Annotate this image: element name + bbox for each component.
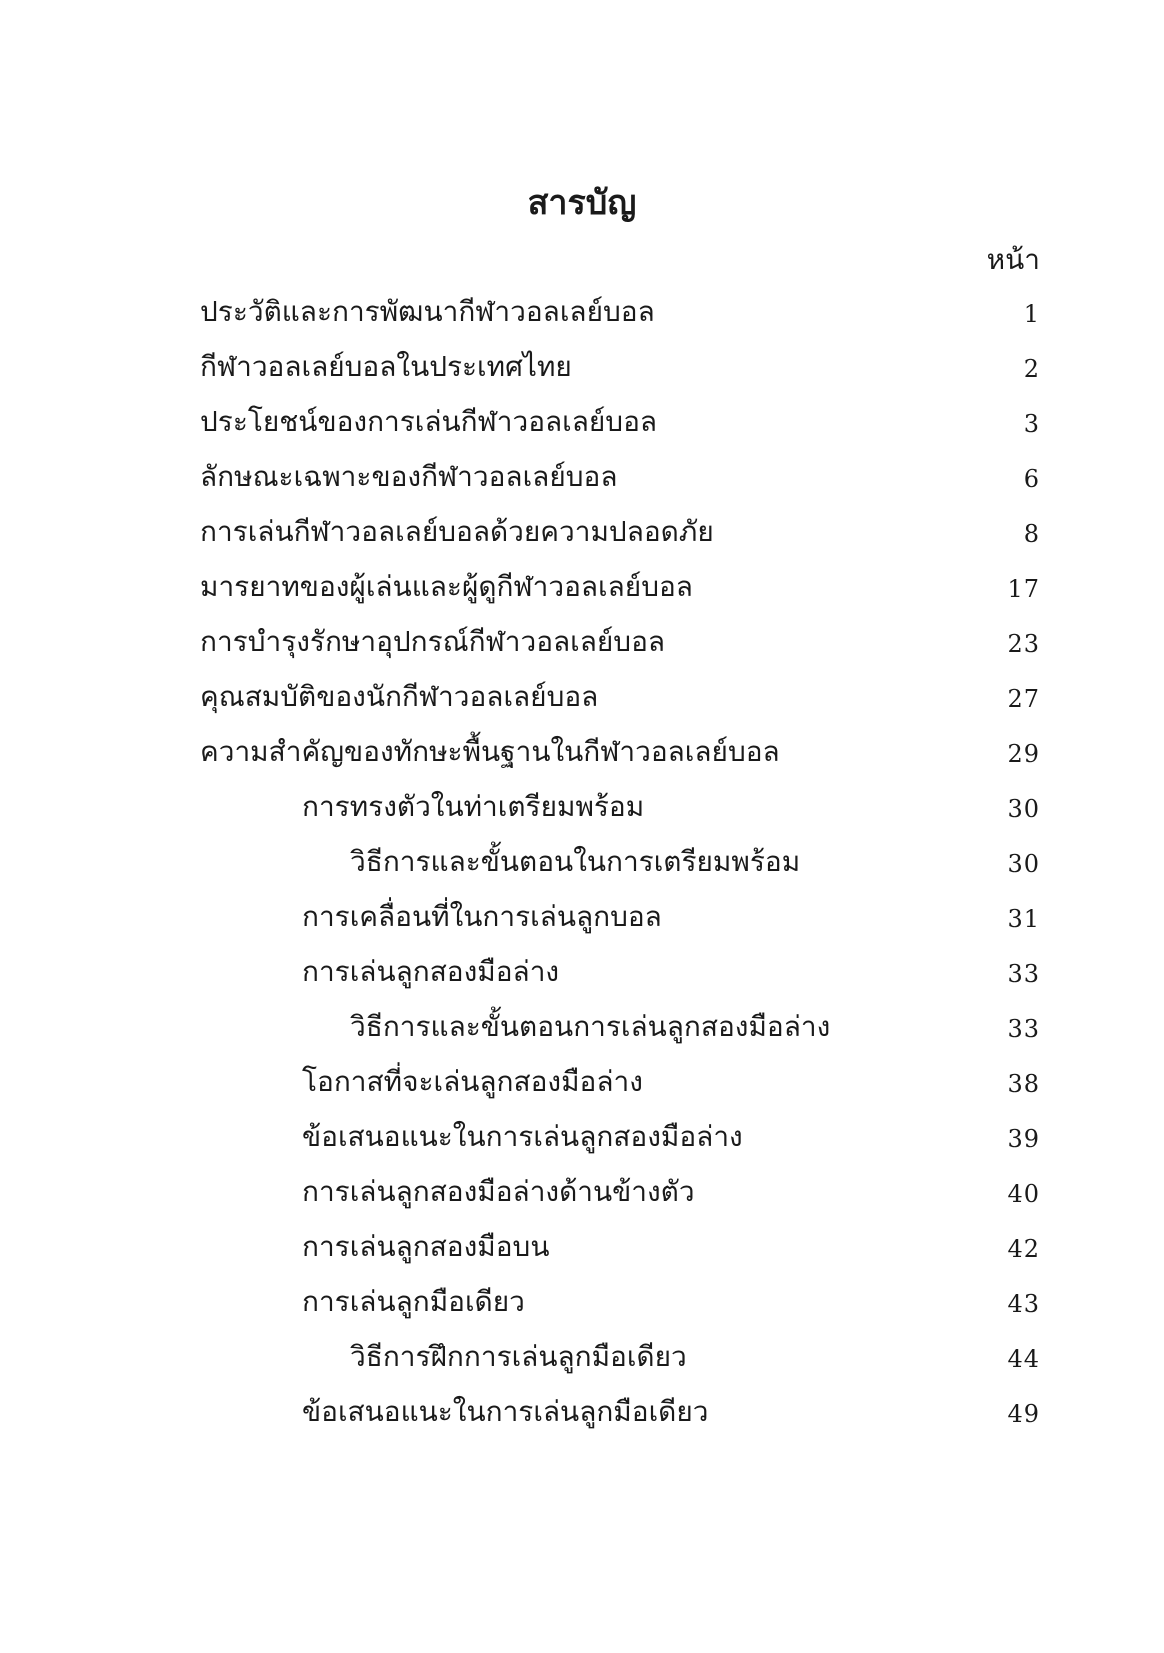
page-column-header: หน้า xyxy=(986,243,1040,276)
toc-entry-page-number: 3 xyxy=(1023,410,1040,438)
toc-entry-title: วิธีการและขั้นตอนในการเตรียมพร้อม xyxy=(350,845,801,878)
toc-entry-title: การเล่นลูกสองมือล่างด้านข้างตัว xyxy=(302,1175,695,1208)
toc-entry-title: ข้อเสนอแนะในการเล่นลูกสองมือล่าง xyxy=(302,1120,743,1153)
toc-entry-title: วิธีการและขั้นตอนการเล่นลูกสองมือล่าง xyxy=(350,1010,831,1043)
toc-entry-title: วิธีการฝึกการเล่นลูกมือเดียว xyxy=(350,1340,687,1373)
page-title: สารบัญ xyxy=(527,183,637,223)
toc-entry xyxy=(0,1337,1164,1392)
toc-entry xyxy=(0,292,1164,347)
toc-entry-title: ประวัติและการพัฒนากีฬาวอลเลย์บอล xyxy=(200,295,655,328)
toc-entry-title: คุณสมบัติของนักกีฬาวอลเลย์บอล xyxy=(200,680,599,713)
toc-entry xyxy=(0,1117,1164,1172)
toc-entry-title: การเล่นลูกสองมือบน xyxy=(302,1230,550,1263)
toc-entry-page-number: 42 xyxy=(1007,1235,1040,1263)
toc-entry xyxy=(0,1172,1164,1227)
toc-entry-page-number: 33 xyxy=(1007,1015,1040,1043)
toc-entry-page-number: 44 xyxy=(1007,1345,1040,1373)
toc-entry-page-number: 23 xyxy=(1007,630,1040,658)
toc-entry xyxy=(0,1062,1164,1117)
toc-entry-page-number: 29 xyxy=(1007,740,1040,768)
toc-entry-page-number: 17 xyxy=(1007,575,1040,603)
toc-entry-page-number: 39 xyxy=(1007,1125,1040,1153)
toc-entry xyxy=(0,677,1164,732)
toc-entry xyxy=(0,622,1164,677)
toc-entry xyxy=(0,1227,1164,1282)
toc-entry-page-number: 31 xyxy=(1007,905,1040,933)
toc-entry xyxy=(0,402,1164,457)
toc-entry-page-number: 38 xyxy=(1007,1070,1040,1098)
toc-entry-title: ประโยชน์ของการเล่นกีฬาวอลเลย์บอล xyxy=(200,405,658,438)
toc-entry-page-number: 30 xyxy=(1007,850,1040,878)
toc-entry xyxy=(0,787,1164,842)
toc-entry xyxy=(0,512,1164,567)
toc-entry-page-number: 1 xyxy=(1023,300,1040,328)
table-of-contents xyxy=(0,292,1164,1447)
toc-entry-title: การบำรุงรักษาอุปกรณ์กีฬาวอลเลย์บอล xyxy=(200,625,666,658)
toc-entry-page-number: 43 xyxy=(1007,1290,1040,1318)
toc-entry-title: การเล่นลูกสองมือล่าง xyxy=(302,955,560,988)
toc-entry-page-number: 30 xyxy=(1007,795,1040,823)
toc-entry-title: การทรงตัวในท่าเตรียมพร้อม xyxy=(302,790,645,823)
toc-entry-title: มารยาทของผู้เล่นและผู้ดูกีฬาวอลเลย์บอล xyxy=(200,570,693,603)
toc-entry-page-number: 27 xyxy=(1007,685,1040,713)
toc-entry-page-number: 33 xyxy=(1007,960,1040,988)
toc-entry xyxy=(0,1007,1164,1062)
toc-entry-title: กีฬาวอลเลย์บอลในประเทศไทย xyxy=(200,350,572,383)
toc-entry xyxy=(0,347,1164,402)
toc-entry xyxy=(0,842,1164,897)
toc-entry-title: ลักษณะเฉพาะของกีฬาวอลเลย์บอล xyxy=(200,460,618,493)
toc-entry-title: ความสำคัญของทักษะพื้นฐานในกีฬาวอลเลย์บอล xyxy=(200,735,780,768)
toc-entry-page-number: 6 xyxy=(1023,465,1040,493)
toc-entry xyxy=(0,897,1164,952)
toc-entry xyxy=(0,1392,1164,1447)
toc-entry-page-number: 40 xyxy=(1007,1180,1040,1208)
toc-entry-title: ข้อเสนอแนะในการเล่นลูกมือเดียว xyxy=(302,1395,709,1428)
toc-entry-page-number: 2 xyxy=(1023,355,1040,383)
toc-entry xyxy=(0,457,1164,512)
toc-entry xyxy=(0,732,1164,787)
toc-entry-page-number: 8 xyxy=(1023,520,1040,548)
toc-entry-title: โอกาสที่จะเล่นลูกสองมือล่าง xyxy=(302,1065,643,1098)
toc-entry-title: การเล่นกีฬาวอลเลย์บอลด้วยความปลอดภัย xyxy=(200,515,714,548)
toc-entry-title: การเคลื่อนที่ในการเล่นลูกบอล xyxy=(302,900,662,933)
toc-entry-title: การเล่นลูกมือเดียว xyxy=(302,1285,525,1318)
toc-entry xyxy=(0,567,1164,622)
toc-entry xyxy=(0,1282,1164,1337)
toc-entry-page-number: 49 xyxy=(1007,1400,1040,1428)
toc-entry xyxy=(0,952,1164,1007)
